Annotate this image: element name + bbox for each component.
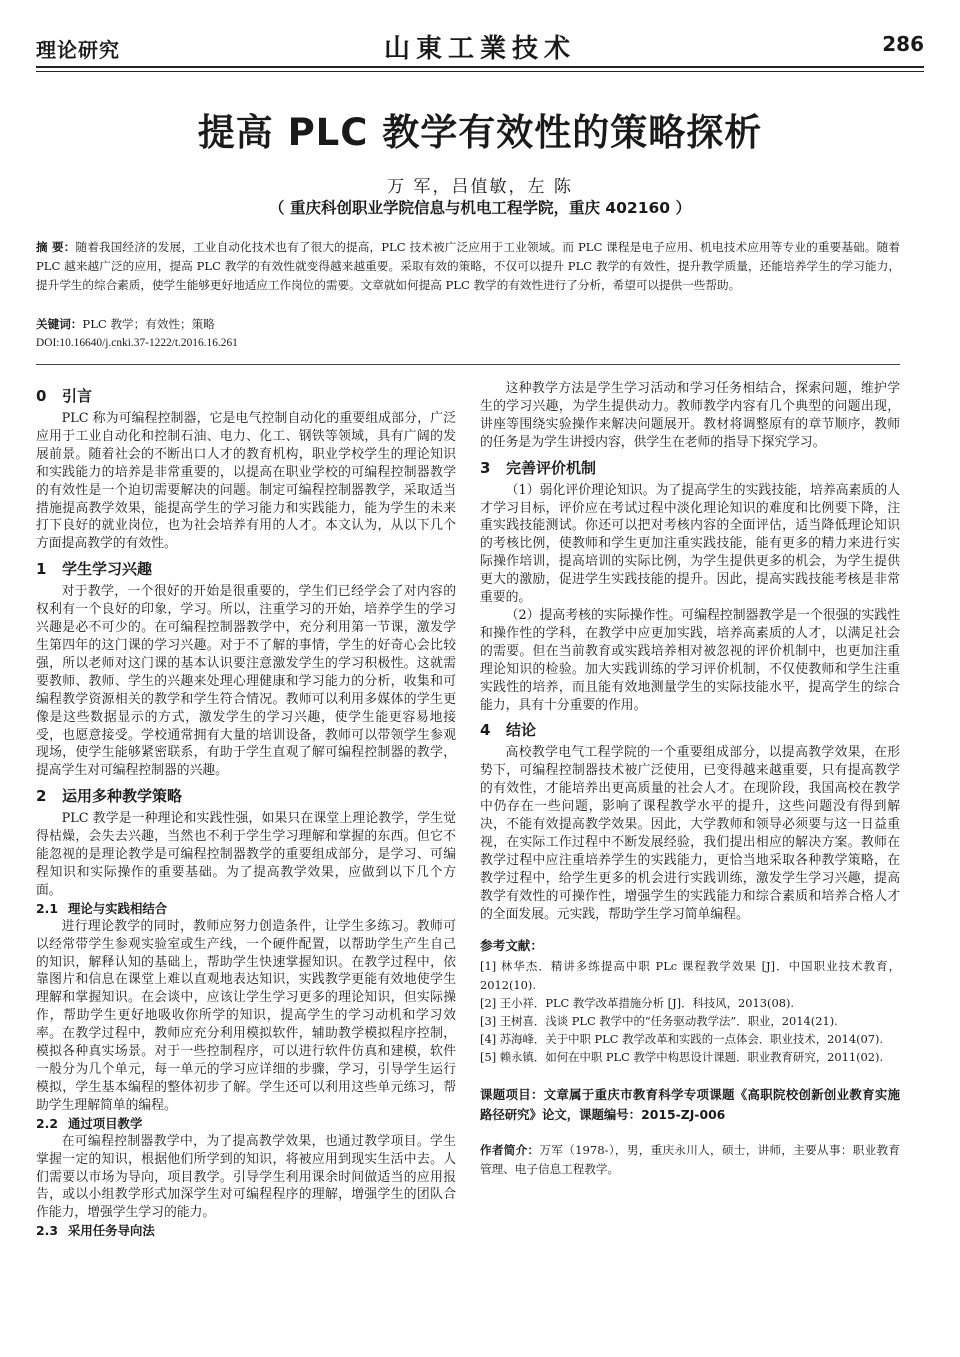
paragraph: （2）提高考核的实际操作性。可编程控制器教学是一个很强的实践性和操作性的学科，在教学中应更加实践，培养高素质的人才，以满足社会的需要。但在当前教育或实践培养相对被忽视的评价机制中，也更加注重理论知识的检验。加大实践训练的学习评价机制，不仅使教师和学生注重实践性的培养，而且能有效地测量学生的实际技能水平，提高学生的综合能力，具有十分重要的作用。 [480, 607, 900, 713]
section-heading [36, 784, 456, 808]
article-authors: 万 军，吕值敏，左 陈 [387, 177, 573, 197]
page-header [36, 28, 924, 74]
reference-item: [3] 王树喜．浅谈 PLC 教学中的“任务驱动教学法”．职业，2014(21). [480, 1014, 838, 1029]
article-title: 提高 PLC 教学有效性的策略探析 [197, 111, 763, 154]
header-rule-thick [36, 66, 924, 68]
abstract [36, 238, 900, 296]
section-title: 学生学习兴趣 [62, 560, 153, 579]
paragraph: 高校教学电气工程学院的一个重要组成部分，以提高教学效果，在形势下，可编程控制器技术被广泛使用，已变得越来越重要，只有提高教学的有效性，才能培养出更高质量的社会人才。在现阶段，我国高校在教学中仍存在一些问题，影响了课程教学水平的提升，这些问题没有得到解决，不能有效提高教学效果。因此，大学教师和领导必须要与这一日益重视，在实际工作过程中不断发展经验，我们提出相应的解决方案。教师在教学过程中应注重培养学生的实践能力，更恰当地采取各种教学策略，在教学过程中，给学生更多的机会进行实践训练，激发学生学习兴趣，提高教学有效性的可操作性，增强学生的实践能力和综合素质和培养合格人才的全面发展。元实践，帮助学生学习简单编程。 [480, 745, 900, 922]
subsection-title: 采用任务导向法 [68, 1223, 155, 1239]
section-number: 0 [36, 387, 47, 405]
left-column [36, 380, 456, 1240]
subsection-heading [36, 1115, 456, 1133]
right-column [480, 380, 900, 1179]
keywords [36, 315, 900, 334]
references-title: 参考文献： [480, 938, 543, 954]
reference-item: [2] 王小祥．PLC 教学改革措施分析 [J]．科技风，2013(08). [480, 995, 795, 1010]
section-title: 结论 [506, 721, 537, 740]
page-number: 286 [882, 32, 924, 56]
keywords-label: 关键词： [36, 317, 83, 331]
journal-name: 山東工業技术 [383, 34, 576, 64]
subsection-heading [36, 1222, 456, 1240]
author-bio [480, 1141, 900, 1179]
header-rule-thin [36, 71, 924, 72]
reference-item: [5] 赖永镇．如何在中职 PLC 教学中构思设计课题．职业教育研究，2011(02). [480, 1050, 884, 1065]
subsection-number: 2.1 [36, 900, 58, 916]
subsection-number: 2.3 [36, 1223, 58, 1239]
paragraph: 这种教学方法是学生学习活动和学习任务相结合，探索问题，维护学生的学习兴趣，为学生提供动力。教师教学内容有几个典型的问题出现，讲座等围绕实验操作来解决问题展开。教材将调整原有的章节顺序，教师的任务是为学生讲授内容，供学生在老师的指导下探究学习。 [480, 381, 900, 450]
author-bio-label: 作者简介： [480, 1142, 540, 1157]
subsection-title: 通过项目教学 [68, 1115, 143, 1131]
section-label: 理论研究 [36, 38, 120, 62]
section-heading [480, 456, 900, 480]
paragraph: 进行理论教学的同时，教师应努力创造条件，让学生多练习。教师可以经常带学生参观实验室或生产线，一个硬件配置，以帮助学生产生自己的知识，解释认知的基础上，帮助学生快速掌握知识。在教学过程中，依靠图片和信息在课堂上难以直观地表达知识，实践教学更能有效地使学生理解和掌握知识。在会谈中，应该让学生学习更多的理论知识，但实际操作，帮助学生更好地吸收你所学的知识，提高学生的学习动机和学习效率。在教学过程中，教师应充分利用模拟软件，辅助教学模拟程序控制，模拟各种真实场景。对于一些控制程序，可以进行软件仿真和建模，软件一般分为几个单元，每一单元的学习应详细的步骤，学习，引导学生运行模拟，学生基本编程的整体初步了解。学生还可以利用这些单元练习，帮助学生理解简单的编程。 [36, 918, 456, 1113]
section-title: 引言 [62, 387, 93, 405]
subsection-title: 理论与实践相结合 [68, 900, 168, 916]
keywords-text: PLC 教学；有效性；策略 [82, 317, 215, 331]
subsection-heading [36, 900, 456, 918]
paragraph: 对于教学，一个很好的开始是很重要的，学生们已经学会了对内容的权利有一个良好的印象，学习。所以，注重学习的开始，培养学生的学习兴趣是必不可少的。在可编程控制器教学中，充分利用第一节课，激发学生第四年的这门课的学习兴趣。对于不了解的事情，学生的好奇心会比较强，所以老师对这门课的基本认识要注意激发学生的学习积极性。这就需要教师、教师、学生的兴趣来处理心理健康和学习能力的分析，收集和可编程教学资源相关的教学和学生符合情况。教师可以利用多媒体的学生更像是这些数据显示的方式，激发学生的学习兴趣，使学生能更容易地接受，也愿意接受。学校通常拥有大量的培训设备，教师可以带领学生参观现场，使学生能够紧密联系，有助于学生直观了解可编程控制器的教学，提高学生对可编程控制器的兴趣。 [36, 584, 456, 779]
paragraph: （1）弱化评价理论知识。为了提高学生的实践技能，培养高素质的人才学习目标，评价应在考试过程中淡化理论知识的难度和比例要下降，注重实践技能测试。你还可以把对考核内容的全面评估，适当降低理论知识的考核比例，使教师和学生更加注重实践技能，能有更多的精力来进行实际操作培训，提高培训的实际比例，为学生提供更多的机会，为学生提供更大的激励，促进学生实践技能的提升。因此，提高实践技能考核是非常重要的。 [480, 482, 900, 606]
reference-item: [4] 苏海峰．关于中职 PLC 教学改革和实践的一点体会．职业技术，2014(07). [480, 1032, 884, 1047]
section-title: 完善评价机制 [506, 458, 597, 477]
section-number: 4 [480, 721, 491, 740]
paragraph: 在可编程控制器教学中，为了提高教学效果，也通过教学项目。学生掌握一定的知识，根据他们所学到的知识，将被应用到现实生活中去。人们需要以市场为导向，项目教学。引导学生利用课余时间做适当的应用报告，或以小组教学形式加深学生对可编程程序的理解，增强学生的团队合作能力，增强学生学习的能力。 [36, 1133, 456, 1221]
references-list [480, 957, 900, 1066]
abstract-label: 摘 要： [36, 240, 76, 254]
paragraph: PLC 教学是一种理论和实践性强，如果只在课堂上理论教学，学生觉得枯燥，会失去兴趣，当然也不利于学生学习理解和掌握的东西。但它不能忽视的是理论教学是可编程控制器教学的重要组成部分，是学习、可编程知识和实际操作的重要基础。为了提高教学效果，应做到以下几个方面。 [36, 811, 456, 898]
section-number: 3 [480, 458, 491, 477]
section-number: 2 [36, 787, 47, 806]
subsection-number: 2.2 [36, 1115, 58, 1131]
article-affiliation: （ 重庆科创职业学院信息与机电工程学院，重庆 402160 ） [269, 199, 691, 217]
abstract-divider [36, 364, 900, 365]
section-heading [36, 557, 456, 581]
reference-item: [1] 林华杰．精讲多练提高中职 PLc 课程教学效果 [J]．中国职业技术教育，2012(10). [480, 959, 900, 992]
abstract-text: 随着我国经济的发展，工业自动化技术也有了很大的提高，PLC 技术被广泛应用于工业领域。而 PLC 课程是电子应用、机电技术应用等专业的重要基础。随着 PLC 越来越广泛的应用，提高 PLC 教学的有效性就变得越来越重要。采取有效的策略，不仅可以提升 PLC 教学的有效性，提升教学质量，还能培养学生的学习能力，提升学生的综合素质，使学生能够更好地适应工作岗位的需要。文章就如何提高 PLC 教学的有效性进行了分析，希望可以提供一些帮助。 [36, 240, 900, 293]
section-title: 运用多种教学策略 [62, 787, 183, 806]
project-note: 课题项目：文章属于重庆市教育科学专项课题《高职院校创新创业教育实施路径研究》论文，课题编号：2015-ZJ-006 [480, 1086, 900, 1122]
section-heading [480, 718, 900, 742]
paragraph: PLC 称为可编程控制器，它是电气控制自动化的重要组成部分，广泛应用于工业自动化和控制石油、电力、化工、钢铁等领域，具有广阔的发展前景。随着社会的不断出口人才的教育机构，职业学校学生的理论知识和实践能力的培养是非常重要的，以提高在职业学校的可编程控制器教学的有效性是一个迫切需要解决的问题。制定可编程控制器教学，采取适当措施提高教学效果，能提高学生的学习能力和实践能力，能为学生的未来打下良好的就业岗位，也为社会培养有用的人才。本文认为，从以下几个方面提高教学的有效性。 [36, 411, 456, 552]
section-heading [36, 384, 456, 408]
section-number: 1 [36, 560, 47, 579]
doi: DOI:10.16640/j.cnki.37-1222/t.2016.16.261 [36, 337, 238, 349]
author-bio-text: 万军（1978-），男，重庆永川人，硕士，讲师，主要从事：职业教育管理、电子信息工程教学。 [480, 1142, 900, 1176]
